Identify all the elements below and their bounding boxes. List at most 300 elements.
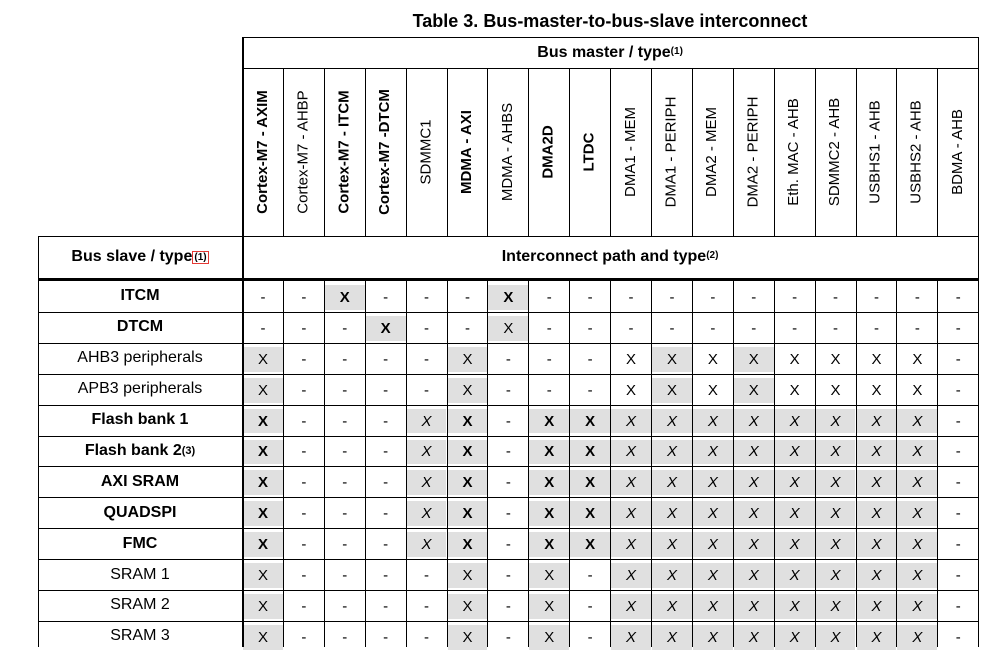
table-cell — [775, 501, 815, 526]
table-cell — [611, 470, 651, 495]
table-cell — [488, 316, 528, 341]
rule-row — [38, 528, 978, 529]
column-header — [365, 72, 406, 232]
cell-value: - — [505, 381, 511, 399]
cell-value: - — [301, 597, 307, 615]
cell-value: - — [587, 628, 593, 646]
table-cell — [570, 409, 610, 434]
cell-value: - — [505, 628, 511, 646]
table-cell — [448, 316, 488, 341]
cell-value: X — [789, 474, 800, 492]
table-cell — [570, 532, 610, 557]
cell-value: - — [546, 319, 552, 337]
cell-value: - — [955, 288, 961, 306]
row-label-text: DTCM — [116, 318, 164, 336]
rule-right — [978, 37, 979, 647]
column-header-label: DMA1 - PERIPH — [662, 96, 680, 208]
table-cell — [816, 347, 856, 372]
cell-value: X — [462, 474, 473, 492]
column-header — [406, 72, 447, 232]
table-cell — [734, 440, 774, 465]
table-cell — [938, 563, 978, 588]
cell-value: X — [789, 350, 800, 368]
cell-value: - — [424, 288, 430, 306]
cell-value: - — [914, 288, 920, 306]
column-header-label: Cortex-M7 -DTCM — [376, 89, 394, 215]
cell-value: X — [830, 536, 841, 554]
table-cell — [775, 470, 815, 495]
cell-value: X — [912, 628, 923, 646]
table-cell — [448, 501, 488, 526]
cell-value: - — [301, 567, 307, 585]
table-cell — [243, 440, 283, 465]
table-cell — [366, 501, 406, 526]
table-cell — [734, 563, 774, 588]
table-cell — [366, 285, 406, 310]
rule-column — [324, 278, 325, 647]
cell-value: - — [873, 319, 879, 337]
table-cell — [407, 625, 447, 650]
cell-value: - — [342, 381, 348, 399]
table-cell — [775, 532, 815, 557]
cell-value: - — [383, 597, 389, 615]
table-cell — [652, 285, 692, 310]
table-cell — [611, 409, 651, 434]
cell-value: X — [871, 474, 882, 492]
cell-value: X — [871, 597, 882, 615]
table-cell — [243, 470, 283, 495]
table-cell — [693, 594, 733, 619]
table-cell — [734, 347, 774, 372]
cell-value: X — [462, 536, 473, 554]
table-cell — [938, 532, 978, 557]
cell-value: - — [505, 443, 511, 461]
table-cell — [938, 440, 978, 465]
cell-value: - — [873, 288, 879, 306]
table-cell — [775, 347, 815, 372]
rule-column — [528, 68, 529, 236]
cell-value: - — [833, 319, 839, 337]
cell-value: X — [257, 505, 268, 523]
rule-column — [324, 68, 325, 236]
table-cell — [816, 563, 856, 588]
table-cell — [488, 285, 528, 310]
cell-value: - — [383, 381, 389, 399]
table-cell — [775, 378, 815, 403]
rule-row — [38, 590, 978, 591]
table-cell — [529, 316, 569, 341]
cell-value: - — [546, 288, 552, 306]
cell-value: X — [707, 350, 718, 368]
cell-value: - — [955, 597, 961, 615]
table-cell — [448, 347, 488, 372]
rule-column — [447, 68, 448, 236]
cell-value: - — [792, 288, 798, 306]
table-cell — [366, 440, 406, 465]
cell-value: X — [462, 628, 473, 646]
cell-value: X — [912, 536, 923, 554]
cell-value: X — [585, 474, 596, 492]
rule-label-divider — [242, 37, 244, 647]
table-cell — [284, 440, 324, 465]
cell-value: X — [421, 474, 432, 492]
cell-value: X — [871, 443, 882, 461]
bus-slave-header — [38, 236, 242, 278]
cell-value: X — [462, 443, 473, 461]
table-cell — [611, 594, 651, 619]
table-cell — [407, 470, 447, 495]
column-header — [856, 72, 897, 232]
table-cell — [734, 470, 774, 495]
table-cell — [938, 378, 978, 403]
table-cell — [366, 409, 406, 434]
table-cell — [857, 440, 897, 465]
cell-value: - — [342, 474, 348, 492]
column-header — [528, 72, 569, 232]
table-cell — [529, 285, 569, 310]
table-cell — [652, 625, 692, 650]
column-header-label: DMA1 - MEM — [621, 107, 639, 197]
cell-value: X — [666, 350, 677, 368]
cell-value: X — [257, 567, 268, 585]
cell-value: X — [748, 505, 759, 523]
cell-value: X — [626, 350, 637, 368]
cell-value: - — [505, 474, 511, 492]
table-cell — [325, 532, 365, 557]
cell-value: X — [912, 597, 923, 615]
table-cell — [816, 409, 856, 434]
table-cell — [897, 316, 937, 341]
cell-value: - — [424, 381, 430, 399]
bus-slave-label: Bus slave / type — [71, 248, 193, 265]
table-cell — [407, 347, 447, 372]
rule-column — [283, 68, 284, 236]
rule-top — [242, 37, 978, 38]
rule-column — [896, 278, 897, 647]
cell-value: X — [462, 567, 473, 585]
table-cell — [529, 409, 569, 434]
rule-column — [856, 278, 857, 647]
table-cell — [529, 625, 569, 650]
cell-value: X — [503, 319, 514, 337]
column-header — [569, 72, 610, 232]
table-cell — [652, 440, 692, 465]
table-cell — [488, 347, 528, 372]
table-cell — [529, 501, 569, 526]
table-cell — [488, 409, 528, 434]
cell-value: X — [544, 474, 555, 492]
table-cell — [652, 316, 692, 341]
cell-value: - — [301, 628, 307, 646]
table-cell — [734, 409, 774, 434]
cell-value: - — [301, 350, 307, 368]
row-label: Flash bank 2 (3) — [84, 441, 196, 459]
table-cell — [325, 409, 365, 434]
cell-value: X — [257, 628, 268, 646]
cell-value: X — [707, 597, 718, 615]
cell-value: X — [789, 443, 800, 461]
cell-value: X — [789, 381, 800, 399]
cell-value: - — [505, 536, 511, 554]
table-cell — [243, 316, 283, 341]
row-label-text: AHB3 peripherals — [77, 349, 203, 367]
table-cell — [611, 532, 651, 557]
cell-value: - — [301, 474, 307, 492]
cell-value: X — [626, 628, 637, 646]
table-cell — [529, 347, 569, 372]
column-header-label: DMA2D — [539, 125, 557, 179]
cell-value: X — [871, 505, 882, 523]
table-cell — [407, 501, 447, 526]
column-header-label: USBHS1 - AHB — [866, 100, 884, 204]
cell-value: X — [789, 628, 800, 646]
table-cell — [243, 347, 283, 372]
bus-master-label: Bus master / type — [537, 43, 671, 61]
cell-value: - — [301, 381, 307, 399]
table-cell — [611, 563, 651, 588]
cell-value: - — [464, 288, 470, 306]
column-header-label: BDMA - AHB — [948, 109, 966, 195]
table-cell — [529, 594, 569, 619]
column-header — [283, 72, 324, 232]
table-cell — [693, 316, 733, 341]
column-header-label: DMA2 - PERIPH — [744, 96, 762, 208]
row-label-text: ITCM — [120, 287, 160, 305]
cell-value: - — [546, 381, 552, 399]
column-header-label: DMA2 - MEM — [703, 107, 721, 197]
cell-value: X — [544, 567, 555, 585]
table-cell — [652, 501, 692, 526]
cell-value: - — [301, 319, 307, 337]
rule-column — [774, 68, 775, 236]
rule-column — [937, 278, 938, 647]
table-cell — [325, 625, 365, 650]
cell-value: - — [955, 474, 961, 492]
table-cell — [407, 285, 447, 310]
row-label — [38, 590, 242, 621]
cell-value: X — [830, 505, 841, 523]
cell-value: - — [301, 505, 307, 523]
row-label — [38, 343, 242, 374]
cell-value: X — [666, 597, 677, 615]
column-header — [896, 72, 937, 232]
cell-value: X — [503, 288, 514, 306]
table-cell — [938, 409, 978, 434]
cell-value: X — [421, 443, 432, 461]
cell-value: - — [955, 443, 961, 461]
cell-value: X — [707, 536, 718, 554]
cell-value: X — [544, 412, 555, 430]
cell-value: - — [383, 628, 389, 646]
cell-value: X — [830, 597, 841, 615]
table-cell — [816, 532, 856, 557]
cell-value: - — [955, 381, 961, 399]
table-cell — [938, 501, 978, 526]
column-header-label: SDMMC2 - AHB — [826, 97, 844, 207]
table-cell — [284, 409, 324, 434]
table-cell — [448, 409, 488, 434]
row-label — [38, 281, 242, 312]
table-cell — [857, 378, 897, 403]
table-cell — [325, 501, 365, 526]
table-cell — [816, 594, 856, 619]
column-header — [937, 72, 978, 232]
table-cell — [816, 625, 856, 650]
cell-value: X — [789, 567, 800, 585]
rule-row — [38, 374, 978, 375]
cell-value: X — [748, 443, 759, 461]
cell-value: - — [792, 319, 798, 337]
table-cell — [734, 532, 774, 557]
table-cell — [448, 470, 488, 495]
table-cell — [652, 532, 692, 557]
table-cell — [570, 625, 610, 650]
column-header-label: Eth. MAC - AHB — [785, 98, 803, 206]
cell-value: - — [424, 628, 430, 646]
table-cell — [652, 409, 692, 434]
table-cell — [611, 347, 651, 372]
table-cell — [734, 501, 774, 526]
cell-value: - — [587, 288, 593, 306]
cell-value: - — [505, 505, 511, 523]
table-cell — [488, 625, 528, 650]
column-header — [447, 72, 488, 232]
cell-value: X — [748, 350, 759, 368]
cell-value: X — [626, 597, 637, 615]
table-cell — [407, 532, 447, 557]
row-label — [38, 374, 242, 405]
table-cell — [775, 409, 815, 434]
cell-value: X — [912, 443, 923, 461]
cell-value: X — [421, 536, 432, 554]
cell-value: X — [544, 628, 555, 646]
table-cell — [366, 378, 406, 403]
row-label-text: FMC — [122, 534, 158, 552]
cell-value: X — [544, 536, 555, 554]
cell-value: - — [505, 412, 511, 430]
cell-value: X — [666, 628, 677, 646]
table-cell — [611, 440, 651, 465]
column-header — [692, 72, 733, 232]
row-label — [38, 466, 242, 497]
table-caption: Bus-master-to-bus-slave interconnect — [483, 11, 808, 31]
cell-value: X — [339, 288, 350, 306]
cell-value: X — [912, 505, 923, 523]
cell-value: X — [257, 443, 268, 461]
rule-column — [610, 278, 611, 647]
cell-value: - — [955, 536, 961, 554]
row-label — [38, 405, 242, 436]
table-cell — [488, 440, 528, 465]
table-cell — [243, 285, 283, 310]
cell-value: X — [666, 505, 677, 523]
cell-value: X — [871, 412, 882, 430]
table-cell — [611, 378, 651, 403]
rule-column — [487, 278, 488, 647]
table-cell — [734, 285, 774, 310]
cell-value: X — [257, 381, 268, 399]
rule-column — [569, 68, 570, 236]
cell-value: X — [626, 381, 637, 399]
row-label — [38, 528, 242, 559]
cell-value: X — [626, 443, 637, 461]
cell-value: - — [342, 505, 348, 523]
rule-column — [365, 68, 366, 236]
table-cell — [284, 594, 324, 619]
cell-value: - — [342, 412, 348, 430]
row-label — [38, 559, 242, 590]
table-cell — [897, 563, 937, 588]
table-cell — [857, 409, 897, 434]
cell-value: X — [707, 443, 718, 461]
table-cell — [938, 347, 978, 372]
table-cell — [693, 409, 733, 434]
interconnect-path-header: Interconnect path and type $^{(2)}$ — [501, 248, 719, 265]
row-label-text: SRAM 3 — [110, 627, 170, 645]
table-cell — [570, 285, 610, 310]
cell-value: - — [342, 443, 348, 461]
table-cell — [897, 501, 937, 526]
table-cell — [734, 378, 774, 403]
row-label-text: SRAM 2 — [110, 596, 170, 614]
table-cell — [488, 470, 528, 495]
cell-value: X — [707, 505, 718, 523]
rule-column — [406, 68, 407, 236]
table-cell — [325, 470, 365, 495]
rule-column — [733, 68, 734, 236]
table-cell — [366, 563, 406, 588]
cell-value: - — [424, 597, 430, 615]
table-cell — [857, 532, 897, 557]
cell-value: X — [912, 474, 923, 492]
table-cell — [775, 594, 815, 619]
table-cell — [325, 316, 365, 341]
table-cell — [938, 470, 978, 495]
table-cell — [897, 347, 937, 372]
table-cell — [448, 563, 488, 588]
cell-value: X — [748, 474, 759, 492]
cell-value: - — [669, 319, 675, 337]
cell-value: X — [666, 474, 677, 492]
cell-value: X — [830, 474, 841, 492]
cell-value: - — [383, 412, 389, 430]
cell-value: - — [342, 319, 348, 337]
cell-value: - — [710, 319, 716, 337]
cell-value: X — [912, 381, 923, 399]
table-cell — [570, 347, 610, 372]
table-cell — [243, 625, 283, 650]
table-cell — [366, 594, 406, 619]
cell-value: - — [383, 505, 389, 523]
cell-value: X — [707, 628, 718, 646]
cell-value: X — [462, 350, 473, 368]
cell-value: X — [421, 505, 432, 523]
cell-value: X — [830, 381, 841, 399]
cell-value: - — [955, 319, 961, 337]
table-cell — [816, 316, 856, 341]
cell-value: X — [462, 381, 473, 399]
cell-value: - — [383, 536, 389, 554]
table-cell — [611, 625, 651, 650]
table-cell — [816, 285, 856, 310]
row-label-text: QUADSPI — [103, 503, 177, 521]
cell-value: X — [257, 412, 268, 430]
cell-value: - — [751, 288, 757, 306]
table-cell — [816, 501, 856, 526]
bus-slave-footnote[interactable]: (1) — [194, 251, 207, 263]
column-header — [733, 72, 774, 232]
table-cell — [775, 285, 815, 310]
